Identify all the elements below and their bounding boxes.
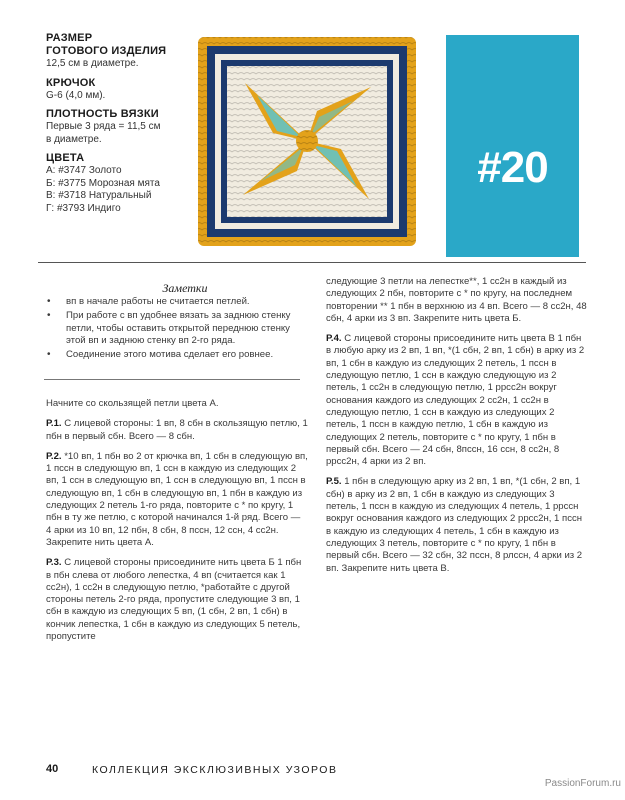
- instructions-left-column: [46, 398, 308, 651]
- note-item: • Соединение этого мотива сделает его ровнее.: [44, 349, 302, 361]
- row-label: Р.5.: [326, 476, 342, 488]
- note-item: • При работе с вп удобнее вязать за заднюю стенку петли, чтобы оставить открытой переднюю стенку этой вп и заднюю стенку вп 2-го ряда.: [44, 310, 302, 347]
- note-item: • вп в начале работы не считается петлей.: [44, 296, 302, 308]
- row-5: [326, 476, 588, 574]
- row-text: 1 пбн в следующую арку из 2 вп, 1 вп, *(1 сбн, 2 вп, 1 сбн) в арку из 2 вп, 1 сбн в каждую из следующих 3 петель, 1 пссн в каждую из следующих 4 петель, 1 ррссн вокруг основания каждого из следующих 2 ррсс2н, 1 пссн в каждую из следующих 4 петель, 1 сбн в каждую из следующих 3 петель, повторите с * по кругу, 1 пбн в первый сбн. Всего — 32 сбн, 32 пссн, 8 рлссн, 4 арки из 2 вп. Закрепите нить цвета В.: [326, 476, 583, 574]
- section-divider: [38, 262, 586, 263]
- row-4: [326, 333, 588, 468]
- site-watermark: PassionForum.ru: [544, 778, 621, 789]
- color-c: В: #3718 Натуральный: [46, 190, 152, 201]
- notes-divider: [44, 379, 300, 380]
- color-a: А: #3747 Золото: [46, 165, 122, 176]
- row-label: Р.2.: [46, 450, 62, 462]
- row-3: [46, 557, 308, 643]
- specs-block: [46, 32, 196, 215]
- book-title: КОЛЛЕКЦИЯ ЭКСКЛЮЗИВНЫХ УЗОРОВ: [92, 764, 338, 776]
- page-number: 40: [46, 763, 59, 775]
- row-text: *10 вп, 1 пбн во 2 от крючка вп, 1 сбн в следующую вп, 1 пссн в следующую вп, 1 ссн в каждую из следующих 2 вп, 1 ссн в следующую вп, 1 ссн в следующую вп, 1 пссн в следующую вп, 1 сбн в следующую вп, 1 пбн в каждую из следующих 2 петель 1-го ряда, повторите с * по кругу, 1 пбн в ту же петлю, с которой начинался 1-й ряд. Всего — 4 арки из 10 вп, 12 пбн, 8 сбн, 8 пссн, 12 ссн, 4 сс2н. Закрепите нить цвета А.: [46, 450, 308, 548]
- crochet-motif-image: [196, 35, 418, 248]
- row-text: С лицевой стороны присоедините нить цвета Б 1 пбн в пбн слева от любого лепестка, 4 вп (считается как 1 сс2н), 1 сс2н в следующую петлю, *работайте с другой стороны петель 2-го ряда, пропустите следующие 3 вп, 1 сбн в каждую из следующих 5 вп, (1 сбн, 2 вп, 1 сбн) в кончик лепестка, 1 сбн в каждую из следующих 5 петель, пропустите: [46, 557, 302, 643]
- color-d: Г: #3793 Индиго: [46, 202, 121, 214]
- intro-text: Начните со скользящей петли цвета А.: [46, 398, 219, 409]
- row-label: Р.4.: [326, 333, 342, 345]
- hook-heading: КРЮЧОК: [46, 76, 96, 89]
- row-2: [46, 451, 308, 549]
- hook-value: G-6 (4,0 мм).: [46, 89, 106, 101]
- row-text: С лицевой стороны: 1 вп, 8 сбн в скользящую петлю, 1 пбн в первый сбн. Всего — 8 сбн.: [46, 418, 308, 442]
- gauge-value: Первые 3 ряда = 11,5 см в диаметре.: [46, 121, 161, 145]
- instructions-right-column: [326, 276, 588, 583]
- notes-title: Заметки: [162, 281, 208, 295]
- row-label: Р.1.: [46, 418, 62, 430]
- pattern-number: #20: [477, 143, 548, 192]
- notes-list: [44, 296, 302, 363]
- row-3-continued: следующие 3 петли на лепестке**, 1 сс2н в каждый из следующих 2 пбн, повторите с * по кругу, на последнем повторении ** 1 пбн в верхнюю из 4 вп. Всего — 8 сс2н, 48 сбн, 4 арки из 3 вп. Закрепите нить цвета Б.: [326, 276, 587, 324]
- colors-heading: ЦВЕТА: [46, 152, 85, 164]
- row-1: [46, 418, 308, 443]
- color-b: Б: #3775 Морозная мята: [46, 177, 160, 189]
- size-heading: РАЗМЕР ГОТОВОГО ИЗДЕЛИЯ: [46, 32, 167, 57]
- row-text: С лицевой стороны присоедините нить цвета В 1 пбн в любую арку из 2 вп, 1 вп, *(1 сбн, 2 вп, 1 сбн) в арку из 2 вп, 1 сбн в каждую из следующих 2 петель, 1 пссн в следующую петлю, 1 ссн в каждую следующую из 2 петель, 1 сс2н в следующую петлю, 1 ррсс2н вокруг основания каждого из следующих 2 сс2н, 1 сс2н в следующую петлю, 1 ссн в каждую из следующих 2 петель, 1 пссн в каждую петлю, 1 сбн в каждую из следующих 2 петель, повторите с * по кругу, 1 пбн в первый сбн. Всего — 24 сбн, 8пссн, 16 ссн, 8 сс2н, 8 ррсс2н, 4 арки из 2 вп.: [326, 333, 585, 468]
- gauge-heading: ПЛОТНОСТЬ ВЯЗКИ: [46, 108, 159, 120]
- size-value: 12,5 см в диаметре.: [46, 58, 139, 69]
- row-label: Р.3.: [46, 557, 62, 569]
- pattern-number-panel: [446, 35, 579, 257]
